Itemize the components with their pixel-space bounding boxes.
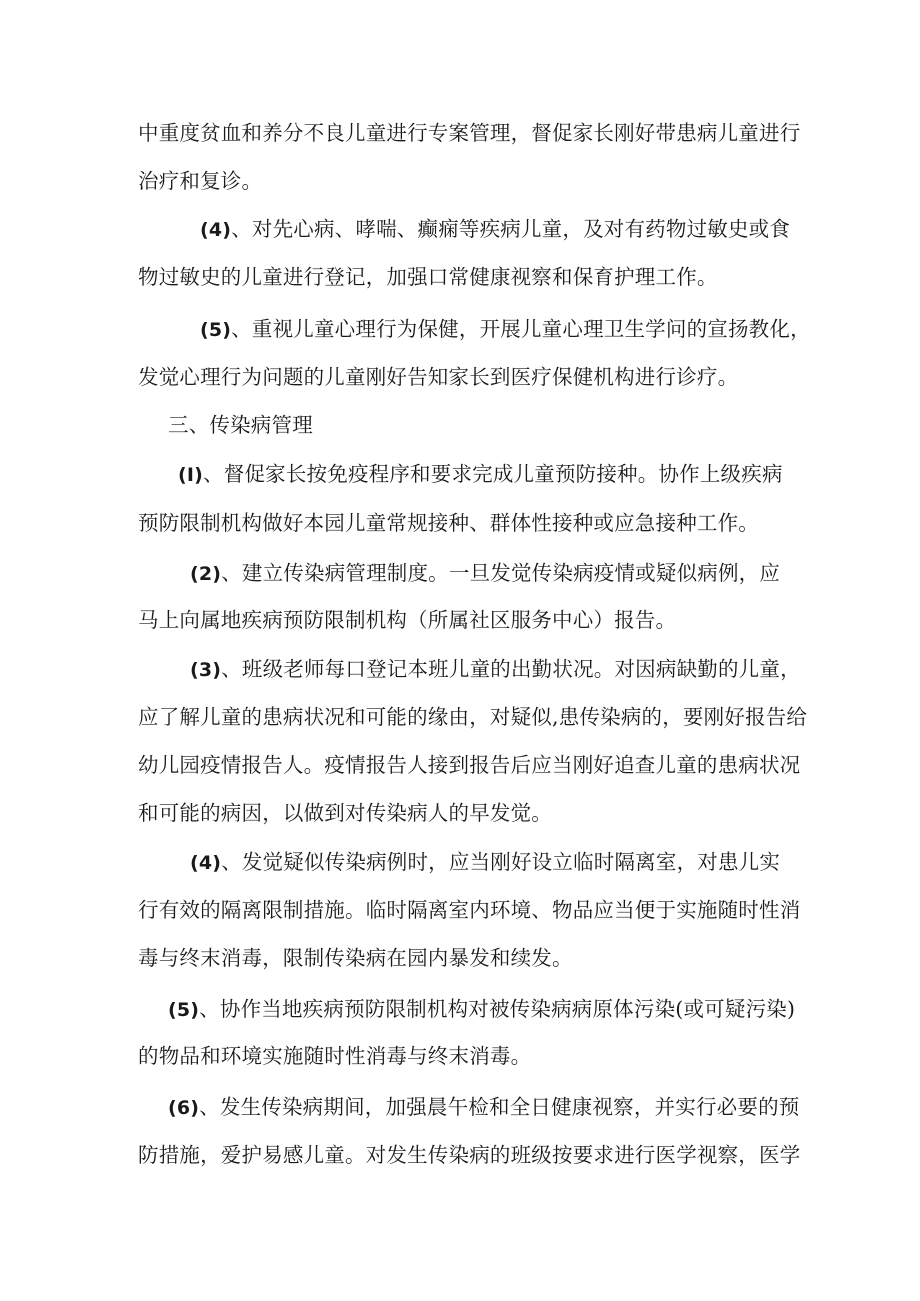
paragraph-line: 和可能的病因，以做到对传染病人的早发觉。	[138, 801, 552, 825]
section-heading: 三、传染病管理	[168, 413, 313, 437]
paragraph-line: 毒与终末消毒，限制传染病在园内暴发和续发。	[138, 946, 573, 970]
paragraph-line: (3)、班级老师每口登记本班儿童的出勤状况。对因病缺勤的儿童，	[190, 657, 801, 681]
paragraph-line: 治疗和复诊。	[138, 169, 263, 193]
item-number: (2)	[190, 563, 222, 585]
paragraph-line: 物过敏史的儿童进行登记，加强口常健康视察和保育护理工作。	[138, 265, 718, 289]
paragraph-line: (5)、重视儿童心理行为保健，开展儿童心理卫生学问的宣扬教化，	[200, 317, 811, 341]
paragraph-line: 应了解儿童的患病状况和可能的缘由，对疑似,患传染病的，要刚好报告给	[138, 705, 808, 729]
paragraph-line: (4)、对先心病、哮喘、癫痫等疾病儿童，及对有药物过敏史或食	[200, 217, 791, 241]
paragraph-line: 中重度贫血和养分不良儿童进行专案管理，督促家长刚好带患病儿童进行	[138, 121, 801, 145]
paragraph-line: 预防限制机构做好本园儿童常规接种、群体性接种或应急接种工作。	[138, 511, 759, 535]
paragraph-line: 防措施，爱护易感儿童。对发生传染病的班级按要求进行医学视察，医学	[138, 1143, 801, 1167]
paragraph-line: 幼儿园疫情报告人。疫情报告人接到报告后应当刚好追查儿童的患病状况	[138, 753, 801, 777]
item-number: (4)	[190, 852, 222, 874]
paragraph-line: 行有效的隔离限制措施。临时隔离室内环境、物品应当便于实施随时性消	[138, 898, 801, 922]
paragraph-line: 的物品和环境实施随时性消毒与终末消毒。	[138, 1044, 532, 1068]
paragraph-line: (I)、督促家长按免疫程序和要求完成儿童预防接种。协作上级疾病	[178, 462, 783, 486]
item-number: (4)	[200, 219, 232, 241]
paragraph-line: (4)、发觉疑似传染病例时，应当刚好设立临时隔离室，对患儿实	[190, 850, 781, 874]
paragraph-line: (2)、建立传染病管理制度。一旦发觉传染病疫情或疑似病例，应	[190, 561, 781, 585]
paragraph-line: 发觉心理行为问题的儿童刚好告知家长到医疗保健机构进行诊疗。	[138, 365, 739, 389]
item-number: (I)	[178, 464, 204, 486]
paragraph-line: (6)、发生传染病期间，加强晨午检和全日健康视察，并实行必要的预	[168, 1095, 800, 1119]
paragraph-line: (5)、协作当地疾病预防限制机构对被传染病病原体污染(或可疑污染)	[168, 997, 796, 1021]
item-number: (5)	[200, 319, 232, 341]
item-number: (3)	[190, 659, 222, 681]
item-number: (5)	[168, 999, 200, 1021]
item-number: (6)	[168, 1097, 200, 1119]
paragraph-line: 马上向属地疾病预防限制机构（所属社区服务中心）报告。	[138, 608, 677, 632]
